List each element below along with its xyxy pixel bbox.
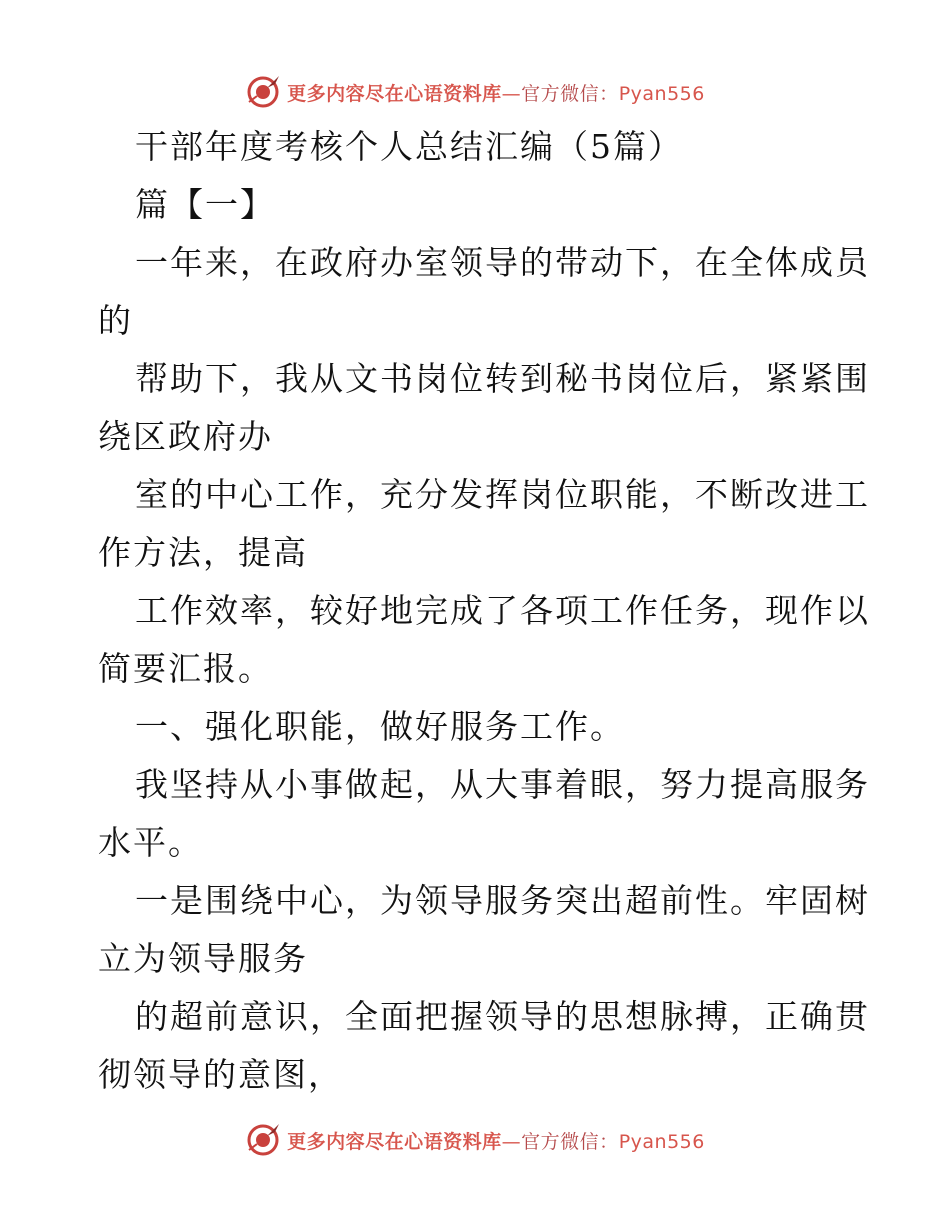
header-wechat-id: Pyan556 xyxy=(618,82,705,105)
brand-logo-icon xyxy=(245,1122,281,1158)
paragraph-line: 作方法，提高 xyxy=(98,533,308,572)
footer-site-text: 更多内容尽在心语资料库 xyxy=(287,1130,502,1153)
footer-wechat-label: 官方微信： xyxy=(521,1130,619,1153)
paragraph-line: 水平。 xyxy=(98,823,203,862)
header-wechat-label: 官方微信： xyxy=(521,82,619,105)
footer-dash: — xyxy=(501,1130,522,1153)
paragraph-line: 立为领导服务 xyxy=(98,939,308,978)
header-banner xyxy=(0,72,950,112)
section-heading: 篇【一】 xyxy=(135,185,275,224)
document-body xyxy=(98,118,870,1104)
paragraph-line: 室的中心工作，充分发挥岗位职能，不断改进工 xyxy=(135,475,870,514)
paragraph-line: 一是围绕中心，为领导服务突出超前性。牢固树 xyxy=(135,881,870,920)
subsection-heading: 一、强化职能，做好服务工作。 xyxy=(135,707,625,746)
brand-logo-icon xyxy=(245,74,281,110)
paragraph-line: 绕区政府办 xyxy=(98,417,273,456)
paragraph-line: 的 xyxy=(98,301,133,340)
paragraph-line: 简要汇报。 xyxy=(98,649,273,688)
document-title: 干部年度考核个人总结汇编（5篇） xyxy=(135,127,683,166)
footer-banner xyxy=(0,1120,950,1160)
paragraph-line: 帮助下，我从文书岗位转到秘书岗位后，紧紧围 xyxy=(135,359,870,398)
paragraph-line: 我坚持从小事做起，从大事着眼，努力提高服务 xyxy=(135,765,870,804)
paragraph-line: 工作效率，较好地完成了各项工作任务，现作以 xyxy=(135,591,870,630)
header-dash: — xyxy=(501,82,522,105)
paragraph-line: 彻领导的意图， xyxy=(98,1055,343,1094)
paragraph-line: 一年来，在政府办室领导的带动下，在全体成员 xyxy=(135,243,870,282)
footer-wechat-id: Pyan556 xyxy=(618,1130,705,1153)
paragraph-line: 的超前意识，全面把握领导的思想脉搏，正确贯 xyxy=(135,997,870,1036)
header-site-text: 更多内容尽在心语资料库 xyxy=(287,82,502,105)
